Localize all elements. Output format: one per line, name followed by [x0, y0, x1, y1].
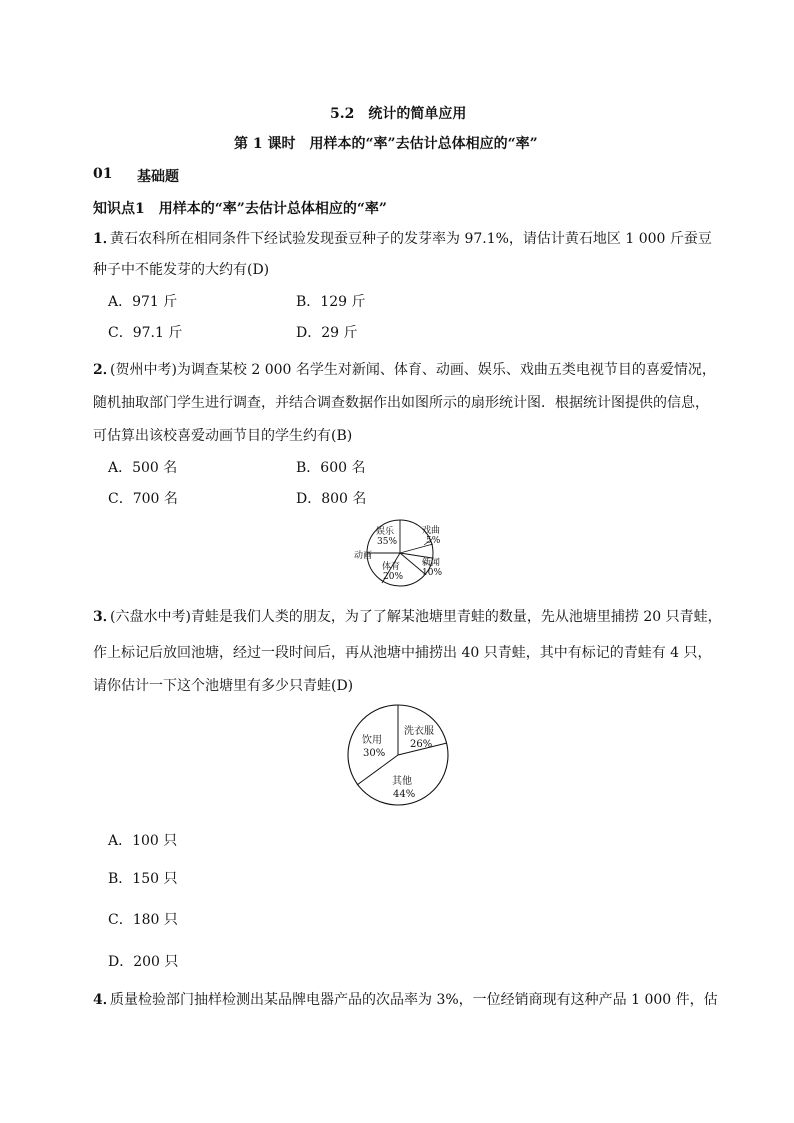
option-c: C．97.1 斤	[108, 325, 183, 341]
section-label: 基础题	[137, 169, 179, 185]
lesson-subtitle: 第 1 课时 用样本的“率”去估计总体相应的“率”	[234, 136, 538, 152]
option-a: A．971 斤	[108, 294, 178, 310]
question-text: 作上标记后放回池塘，经过一段时间后，再从池塘中捕捞出 40 只青蛙，其中有标记的青蛙有 4 只，	[93, 645, 712, 661]
option-b: B．150 只	[108, 871, 178, 887]
slice-percent: 5%	[426, 536, 441, 546]
slice-label: 戏曲	[422, 526, 441, 536]
slice-label: 娱乐	[376, 527, 395, 537]
slice-percent: 26%	[410, 739, 433, 750]
slice-percent: 20%	[383, 572, 404, 582]
option-a: A．100 只	[108, 833, 178, 849]
page-title: 5.2 统计的简单应用	[330, 106, 467, 122]
slice-label: 新闻	[422, 558, 441, 568]
slice-percent: 10%	[422, 568, 443, 578]
question-text: (贺州中考)为调查某校 2 000 名学生对新闻、体育、动画、娱乐、戏曲五类电视节目的喜爱情况，	[110, 362, 716, 378]
question-number: 4．	[93, 992, 117, 1008]
question-text: 质量检验部门抽样检测出某品牌电器产品的次品率为 3%，一位经销商现有这种产品 1 000 件，估	[110, 992, 718, 1008]
question-number: 1．	[93, 231, 117, 247]
option-c: C．700 名	[108, 491, 178, 507]
option-b: B．600 名	[296, 460, 366, 476]
question-number: 3．	[93, 609, 117, 625]
question-text: 种子中不能发芽的大约有(D)	[93, 262, 270, 278]
option-d: D．29 斤	[296, 325, 358, 341]
slice-label: 洗衣服	[404, 726, 434, 737]
knowledge-point-heading: 知识点1 用样本的“率”去估计总体相应的“率”	[93, 201, 387, 217]
option-b: B．129 斤	[296, 294, 366, 310]
question-text: (六盘水中考)青蛙是我们人类的朋友，为了了解某池塘里青蛙的数量，先从池塘里捕捞 20 只青蛙，	[110, 609, 722, 625]
slice-label: 体育	[382, 562, 401, 572]
question-text: 请你估计一下这个池塘里有多少只青蛙(D)	[93, 678, 354, 694]
slice-percent: 30%	[363, 748, 386, 759]
question-number: 2．	[93, 362, 117, 378]
slice-label: 饮用	[362, 735, 382, 746]
slice-percent: 44%	[393, 789, 416, 800]
slice-label: 动画	[354, 551, 373, 561]
question-text: 黄石农科所在相同条件下经试验发现蚕豆种子的发芽率为 97.1%，请估计黄石地区 1 000 斤蚕豆	[110, 231, 712, 247]
slice-percent: 35%	[377, 537, 398, 547]
tv-program-pie-chart	[340, 517, 460, 589]
question-text: 可估算出该校喜爱动画节目的学生约有(B)	[93, 428, 353, 444]
water-usage-pie-chart	[337, 700, 461, 810]
option-d: D．200 只	[108, 954, 179, 970]
section-number: 01	[93, 166, 113, 182]
option-c: C．180 只	[108, 912, 178, 928]
slice-label: 其他	[392, 776, 412, 787]
option-d: D．800 名	[296, 491, 367, 507]
question-text: 随机抽取部门学生进行调查，并结合调查数据作出如图所示的扇形统计图．根据统计图提供的信息，	[93, 395, 709, 411]
option-a: A．500 名	[108, 460, 178, 476]
